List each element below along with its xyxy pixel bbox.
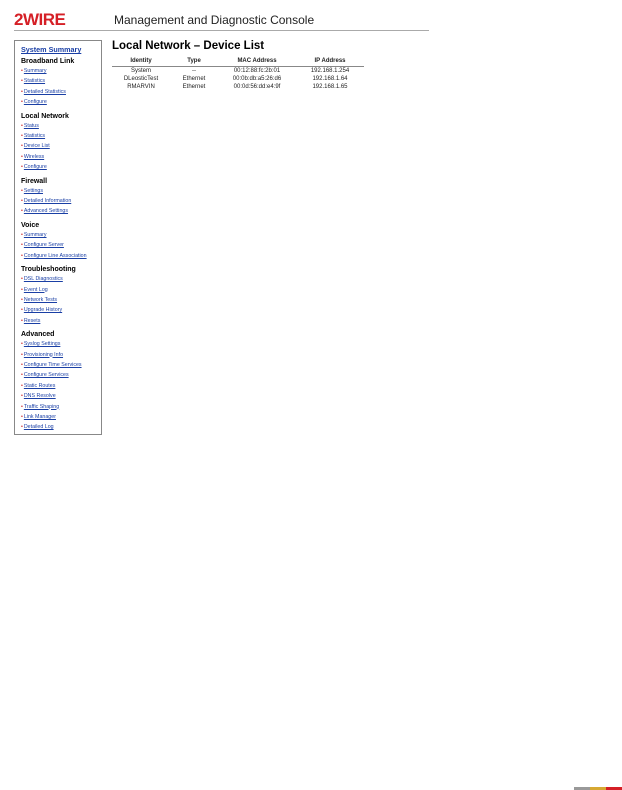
cell-identity: DLeosticTest — [123, 76, 159, 82]
bullet-icon: • — [21, 317, 23, 324]
bullet-icon: • — [21, 382, 23, 389]
table-row — [112, 83, 364, 91]
bullet-icon: • — [21, 133, 23, 140]
sidebar-link[interactable]: Traffic Shaping — [23, 403, 60, 410]
sidebar-link-row — [21, 422, 101, 432]
sidebar-link-row — [21, 350, 101, 360]
column-header-ip: IP Address — [296, 56, 364, 67]
sidebar-link[interactable]: Static Routes — [23, 382, 56, 389]
sidebar-section-title: Advanced — [21, 331, 55, 339]
sidebar-link[interactable]: Statistics — [23, 78, 46, 85]
bullet-icon: • — [21, 424, 23, 431]
bullet-icon: • — [21, 413, 23, 420]
sidebar-link-row — [21, 305, 101, 315]
sidebar-link[interactable]: Detailed Log — [23, 424, 54, 431]
sidebar-link-row — [21, 121, 101, 131]
bullet-icon: • — [21, 296, 23, 303]
sidebar-link-row — [21, 370, 101, 380]
bullet-icon: • — [21, 164, 23, 171]
sidebar-link[interactable]: Detailed Statistics — [23, 88, 66, 95]
table-header-row — [112, 56, 364, 67]
bullet-icon: • — [21, 99, 23, 106]
bullet-icon: • — [21, 361, 23, 368]
table-row — [112, 75, 364, 83]
sidebar-link[interactable]: Link Manager — [23, 413, 56, 420]
sidebar-link[interactable]: Configure Line Association — [23, 252, 87, 259]
bullet-icon: • — [21, 68, 23, 74]
sidebar-link[interactable]: Status — [23, 122, 39, 129]
page-title: Local Network – Device List — [112, 40, 265, 52]
header-divider — [14, 30, 429, 31]
sidebar-link-row — [21, 196, 101, 206]
bullet-icon: • — [21, 403, 23, 410]
sidebar-link[interactable]: Statistics — [23, 133, 46, 140]
sidebar-link[interactable]: Configure — [23, 164, 47, 171]
bullet-icon: • — [21, 372, 23, 379]
cell-type: Ethernet — [182, 84, 206, 90]
sidebar-link-row — [21, 76, 101, 86]
bullet-icon: • — [21, 341, 23, 348]
cell-ip: 192.168.1.64 — [312, 76, 348, 82]
bullet-icon: • — [21, 122, 23, 129]
bullet-icon: • — [21, 187, 23, 194]
sidebar-link[interactable]: Configure Server — [23, 242, 64, 249]
sidebar-link-row — [21, 131, 101, 141]
sidebar-link-row — [21, 186, 101, 196]
table-row — [112, 67, 364, 76]
sidebar-link[interactable]: Wireless — [23, 153, 45, 160]
sidebar-link-row — [21, 412, 101, 422]
sidebar-link[interactable]: DSL Diagnostics — [23, 276, 63, 283]
sidebar-link-row — [21, 66, 101, 76]
bullet-icon: • — [21, 307, 23, 314]
sidebar-link-row — [21, 316, 101, 326]
bullet-icon: • — [21, 242, 23, 249]
cell-mac: 00:0d:56:dd:e4:9f — [233, 84, 281, 90]
bullet-icon: • — [21, 143, 23, 150]
sidebar-section-title: Broadband Link — [21, 58, 75, 65]
sidebar-link[interactable]: Provisioning Info — [23, 351, 64, 358]
cell-type: -- — [192, 68, 196, 74]
bullet-icon: • — [21, 276, 23, 283]
sidebar-section-title: Firewall — [21, 177, 48, 185]
sidebar-link-row — [21, 251, 101, 261]
sidebar-link[interactable]: Resets — [23, 317, 41, 324]
sidebar-link-row — [21, 339, 101, 349]
sidebar-link[interactable]: Detailed Information — [23, 198, 72, 205]
sidebar-section-title: Local Network — [21, 112, 69, 120]
sidebar-link[interactable]: Network Tests — [23, 296, 58, 303]
sidebar-link-row — [21, 240, 101, 250]
sidebar-link-row — [21, 381, 101, 391]
cell-ip: 192.168.1.65 — [312, 84, 348, 90]
svg-text:2WIRE: 2WIRE — [14, 10, 66, 28]
sidebar-link-row — [21, 152, 101, 162]
cell-mac: 00:12:88:fc:2b:01 — [233, 68, 281, 74]
column-header-type: Type — [170, 56, 218, 67]
sidebar-link-row — [21, 230, 101, 240]
cell-mac: 00:0b:db:a5:26:d6 — [232, 76, 282, 82]
sidebar-link[interactable]: Upgrade History — [23, 307, 63, 314]
sidebar-system-summary-link[interactable]: System Summary — [21, 45, 82, 54]
bullet-icon: • — [21, 208, 23, 215]
bullet-icon: • — [21, 286, 23, 293]
sidebar-link-row — [21, 162, 101, 172]
sidebar-link[interactable]: Summary — [23, 231, 47, 238]
bullet-icon: • — [21, 393, 23, 400]
bullet-icon: • — [21, 252, 23, 259]
sidebar-section-title: Troubleshooting — [21, 266, 76, 274]
bullet-icon: • — [21, 78, 23, 85]
sidebar-link[interactable]: Configure — [23, 99, 47, 106]
sidebar-nav — [14, 40, 102, 435]
cell-type: Ethernet — [182, 76, 206, 82]
device-table — [112, 56, 364, 91]
sidebar-link[interactable]: Event Log — [23, 286, 48, 293]
sidebar-link-row — [21, 274, 101, 284]
sidebar-link[interactable]: Device List — [23, 143, 50, 150]
bullet-icon: • — [21, 231, 23, 238]
sidebar-link[interactable]: Summary — [23, 68, 47, 74]
console-title: Management and Diagnostic Console — [114, 13, 315, 27]
sidebar-link[interactable]: Configure Services — [23, 372, 69, 379]
bullet-icon: • — [21, 351, 23, 358]
sidebar-link-row — [21, 97, 101, 107]
sidebar-link[interactable]: DNS Resolve — [23, 393, 56, 400]
sidebar-link-row — [21, 87, 101, 97]
column-header-mac: MAC Address — [218, 56, 296, 67]
sidebar-link-row — [21, 360, 101, 370]
sidebar-link[interactable]: Configure Time Services — [23, 361, 82, 368]
sidebar-link-row — [21, 206, 101, 216]
sidebar-link[interactable]: Advanced Settings — [23, 208, 69, 215]
sidebar-link[interactable]: Settings — [23, 187, 43, 194]
sidebar-link-row — [21, 285, 101, 295]
cell-ip: 192.168.1.254 — [310, 68, 350, 74]
sidebar-link-row — [21, 402, 101, 412]
bullet-icon: • — [21, 88, 23, 95]
sidebar-link-row — [21, 141, 101, 151]
bullet-icon: • — [21, 198, 23, 205]
cell-identity: System — [130, 68, 151, 74]
sidebar-link[interactable]: Syslog Settings — [23, 341, 61, 348]
column-header-identity: Identity — [112, 56, 170, 67]
2wire-logo — [14, 10, 74, 28]
sidebar-link-row — [21, 295, 101, 305]
sidebar-section-title: Voice — [21, 221, 40, 229]
bullet-icon: • — [21, 153, 23, 160]
sidebar-link-row — [21, 391, 101, 401]
cell-identity: RMARVIN — [127, 84, 155, 90]
